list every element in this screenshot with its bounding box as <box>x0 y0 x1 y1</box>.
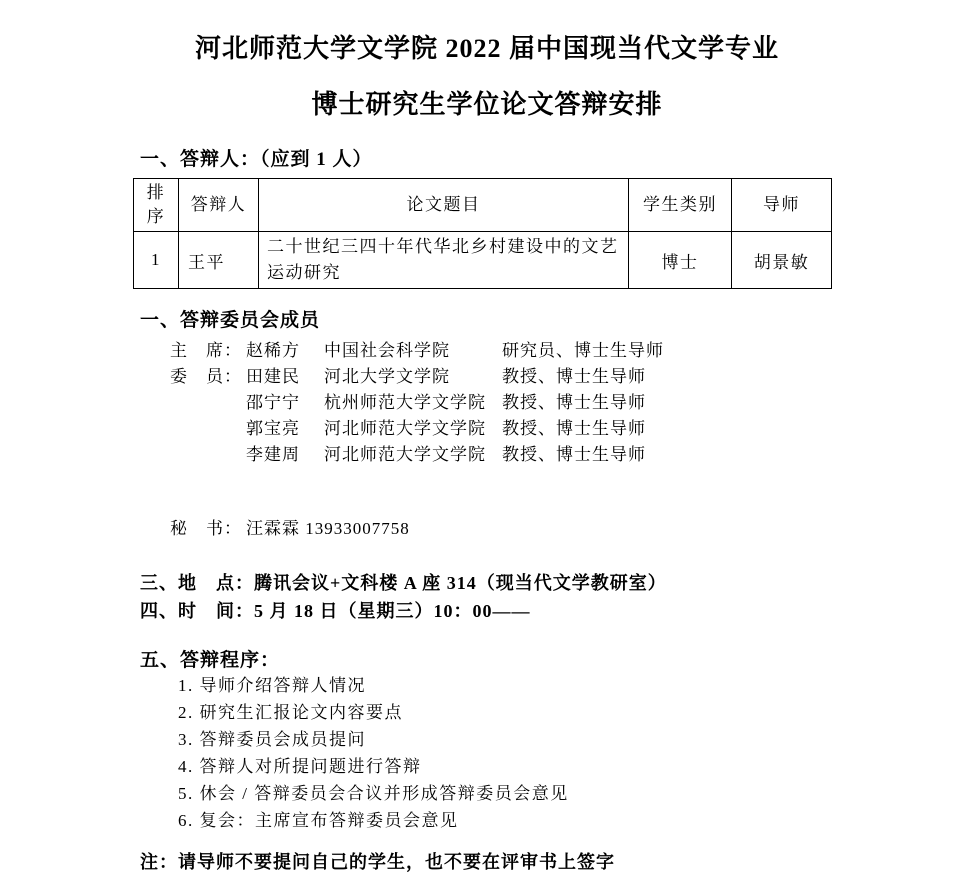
location-label: 三、地 点： <box>140 573 254 593</box>
committee-member-list <box>140 338 834 468</box>
cell-student-category: 博士 <box>629 232 732 289</box>
section-heading-committee: 一、答辩委员会成员 <box>140 310 321 331</box>
member-role-label <box>170 390 246 416</box>
procedure-item: 6. 复会：主席宣布答辩委员会意见 <box>178 811 459 830</box>
member-title: 教授、博士生导师 <box>502 419 646 438</box>
committee-member <box>140 390 834 416</box>
table-row <box>134 232 832 289</box>
location-line <box>140 569 834 597</box>
secretary-role-label: 秘 书： <box>170 519 242 538</box>
procedure-item: 4. 答辩人对所提问题进行答辩 <box>178 757 422 776</box>
document-title-line2: 博士研究生学位论文答辩安排 <box>311 90 663 119</box>
member-organization: 河北师范大学文学院 <box>324 445 486 464</box>
member-organization: 河北大学文学院 <box>324 367 450 386</box>
col-header-thesis-title: 论文题目 <box>259 179 629 232</box>
location-time-block <box>140 569 834 625</box>
procedure-item: 2. 研究生汇报论文内容要点 <box>178 703 403 722</box>
member-role-label: 委 员： <box>170 367 242 386</box>
member-title: 教授、博士生导师 <box>502 393 646 412</box>
procedure-item: 5. 休会 / 答辩委员会合议并形成答辩委员会意见 <box>178 784 569 803</box>
committee-member-chair <box>140 338 834 364</box>
member-title: 教授、博士生导师 <box>502 367 646 386</box>
member-role-label: 主 席： <box>170 341 242 360</box>
committee-member <box>140 442 834 468</box>
member-name: 田建民 <box>246 367 300 386</box>
cell-rank: 1 <box>134 232 179 289</box>
time-label: 四、时 间： <box>140 601 254 621</box>
col-header-advisor: 导师 <box>732 179 832 232</box>
member-role-label <box>170 442 246 468</box>
defenders-table <box>133 178 832 289</box>
section-heading-procedure: 五、答辩程序： <box>140 650 281 671</box>
committee-member <box>140 364 834 390</box>
col-header-student-category: 学生类别 <box>629 179 732 232</box>
time-value: 5 月 18 日（星期三）10：00—— <box>254 601 531 621</box>
member-organization: 河北师范大学文学院 <box>324 419 486 438</box>
member-name: 邵宁宁 <box>246 393 300 412</box>
table-header-row <box>134 179 832 232</box>
member-name: 李建周 <box>246 445 300 464</box>
member-role-label <box>170 416 246 442</box>
section-heading-defenders: 一、答辩人：（应到 1 人） <box>140 149 373 170</box>
procedure-item: 1. 导师介绍答辩人情况 <box>178 676 366 695</box>
member-title: 研究员、博士生导师 <box>502 341 664 360</box>
procedure-item: 3. 答辩委员会成员提问 <box>178 730 366 749</box>
secretary-line <box>140 516 834 542</box>
note-line: 注：请导师不要提问自己的学生，也不要在评审书上签字 <box>140 852 615 872</box>
member-organization: 中国社会科学院 <box>324 341 450 360</box>
member-name: 郭宝亮 <box>246 419 300 438</box>
procedure-list <box>140 672 834 834</box>
member-organization: 杭州师范大学文学院 <box>324 393 486 412</box>
secretary-name-phone: 汪霖霖 13933007758 <box>246 519 410 538</box>
member-title: 教授、博士生导师 <box>502 445 646 464</box>
committee-member <box>140 416 834 442</box>
col-header-rank: 排序 <box>134 179 179 232</box>
member-name: 赵稀方 <box>246 341 300 360</box>
cell-defender-name: 王平 <box>179 232 259 289</box>
location-value: 腾讯会议+文科楼 A 座 314（现当代文学教研室） <box>254 573 667 593</box>
cell-thesis-title: 二十世纪三四十年代华北乡村建设中的文艺运动研究 <box>259 232 629 289</box>
time-line <box>140 597 834 625</box>
document-title-line1: 河北师范大学文学院 2022 届中国现当代文学专业 <box>194 34 779 63</box>
cell-advisor: 胡景敏 <box>732 232 832 289</box>
col-header-defender: 答辩人 <box>179 179 259 232</box>
